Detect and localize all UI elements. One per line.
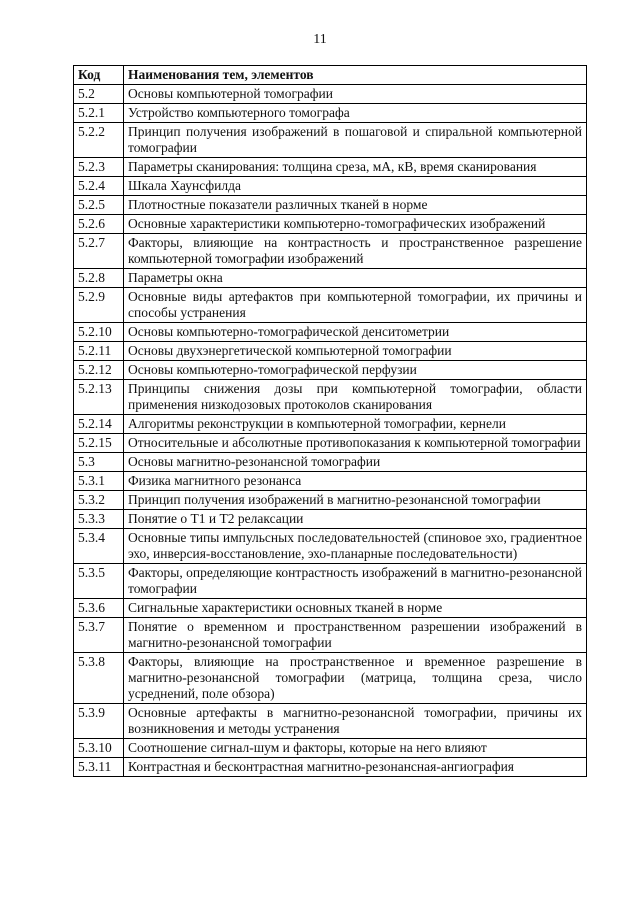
row-code: 5.2.6 [74,215,124,234]
table-row [74,739,587,758]
row-name: Основы компьютерной томографии [124,85,587,104]
row-code: 5.2.14 [74,415,124,434]
row-code: 5.3.6 [74,599,124,618]
table-row [74,704,587,739]
row-code: 5.2.9 [74,288,124,323]
row-name: Понятие о временном и пространственном разрешении изображений в магнитно-резонансной томографии [124,618,587,653]
row-code: 5.2.4 [74,177,124,196]
row-name: Контрастная и бесконтрастная магнитно-резонансная-ангиография [124,758,587,777]
row-code: 5.2.8 [74,269,124,288]
table-row [74,104,587,123]
table-row [74,288,587,323]
row-code: 5.2 [74,85,124,104]
table-body [74,85,587,777]
row-name: Основные типы импульсных последовательностей (спиновое эхо, градиентное эхо, инверсия-восстановление, эхо-планарные последовательности) [124,529,587,564]
table-row [74,599,587,618]
table-row [74,85,587,104]
row-name: Факторы, определяющие контрастность изображений в магнитно-резонансной томографии [124,564,587,599]
row-name: Принципы снижения дозы при компьютерной томографии, области применения низкодозовых протоколов сканирования [124,380,587,415]
row-name: Соотношение сигнал-шум и факторы, которые на него влияют [124,739,587,758]
row-name: Параметры сканирования: толщина среза, мА, кВ, время сканирования [124,158,587,177]
row-code: 5.2.1 [74,104,124,123]
table-row [74,196,587,215]
table-row [74,323,587,342]
row-name: Принцип получения изображений в магнитно-резонансной томографии [124,491,587,510]
table-row [74,234,587,269]
row-code: 5.3.7 [74,618,124,653]
row-name: Плотностные показатели различных тканей в норме [124,196,587,215]
row-code: 5.2.12 [74,361,124,380]
row-name: Шкала Хаунсфилда [124,177,587,196]
table-row [74,342,587,361]
row-name: Факторы, влияющие на пространственное и временное разрешение в магнитно-резонансной томографии (матрица, толщина среза, число усреднений, поле обзора) [124,653,587,704]
row-code: 5.3.4 [74,529,124,564]
table-row [74,618,587,653]
row-code: 5.2.3 [74,158,124,177]
row-name: Основные артефакты в магнитно-резонансной томографии, причины их возникновения и методы устранения [124,704,587,739]
table-header [74,66,587,85]
table-row [74,434,587,453]
table-row [74,269,587,288]
row-code: 5.2.10 [74,323,124,342]
table-row [74,177,587,196]
row-code: 5.2.13 [74,380,124,415]
table-row [74,510,587,529]
row-name: Алгоритмы реконструкции в компьютерной томографии, кернели [124,415,587,434]
table-row [74,564,587,599]
row-code: 5.2.15 [74,434,124,453]
row-name: Устройство компьютерного томографа [124,104,587,123]
row-name: Физика магнитного резонанса [124,472,587,491]
table-row [74,123,587,158]
row-code: 5.3.10 [74,739,124,758]
row-name: Относительные и абсолютные противопоказания к компьютерной томографии [124,434,587,453]
row-name: Основы компьютерно-томографической перфузии [124,361,587,380]
header-row [74,66,587,85]
table-row [74,158,587,177]
row-code: 5.3.11 [74,758,124,777]
row-code: 5.2.5 [74,196,124,215]
row-code: 5.3.2 [74,491,124,510]
row-code: 5.3.1 [74,472,124,491]
page-number: 11 [313,32,327,47]
row-name: Основные виды артефактов при компьютерной томографии, их причины и способы устранения [124,288,587,323]
table-row [74,361,587,380]
row-name: Понятие о Т1 и Т2 релаксации [124,510,587,529]
row-code: 5.3.3 [74,510,124,529]
table-row [74,380,587,415]
table-row [74,472,587,491]
row-code: 5.3.9 [74,704,124,739]
header-name: Наименования тем, элементов [124,66,587,85]
table-row [74,529,587,564]
row-code: 5.2.2 [74,123,124,158]
row-code: 5.2.7 [74,234,124,269]
header-code: Код [74,66,124,85]
row-code: 5.3 [74,453,124,472]
table-row [74,453,587,472]
table-row [74,653,587,704]
row-code: 5.2.11 [74,342,124,361]
row-name: Сигнальные характеристики основных тканей в норме [124,599,587,618]
row-name: Основные характеристики компьютерно-томографических изображений [124,215,587,234]
row-name: Факторы, влияющие на контрастность и пространственное разрешение компьютерной томографии изображений [124,234,587,269]
row-name: Основы компьютерно-томографической денситометрии [124,323,587,342]
row-name: Основы двухэнергетической компьютерной томографии [124,342,587,361]
row-code: 5.3.8 [74,653,124,704]
row-name: Основы магнитно-резонансной томографии [124,453,587,472]
table-row [74,215,587,234]
row-name: Принцип получения изображений в пошаговой и спиральной компьютерной томографии [124,123,587,158]
table-row [74,758,587,777]
table-row [74,491,587,510]
row-name: Параметры окна [124,269,587,288]
table-row [74,415,587,434]
row-code: 5.3.5 [74,564,124,599]
topics-table [73,65,587,777]
